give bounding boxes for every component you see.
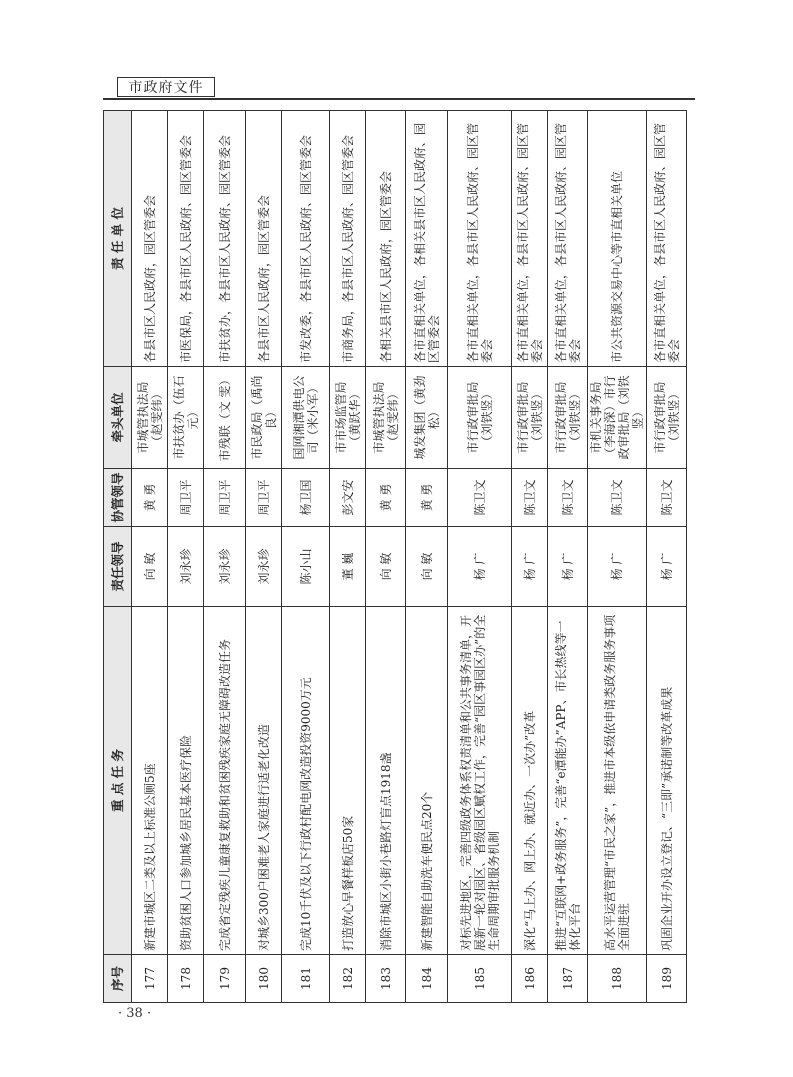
assist-leader-cell: 黄 勇 — [366, 469, 406, 527]
task-cell: 对城乡300户困难老人家庭进行适老化改造 — [246, 607, 282, 955]
leader-cell: 董 巍 — [330, 527, 366, 607]
assist-leader-cell: 陈卫文 — [512, 469, 548, 527]
row-number: 179 — [204, 955, 246, 1003]
assist-leader-cell: 陈卫文 — [588, 469, 647, 527]
table-row — [204, 111, 246, 1003]
responsible-units-cell: 各相关县市区人民政府，园区管委会 — [366, 111, 406, 367]
table-row — [132, 111, 168, 1003]
responsible-units-cell: 市扶贫办，各县市区人民政府、园区管委会 — [204, 111, 246, 367]
col-header-task: 重 点 任 务 — [104, 607, 132, 955]
table-row — [548, 111, 588, 1003]
task-table — [103, 110, 687, 1003]
row-number: 185 — [448, 955, 512, 1003]
row-number: 188 — [588, 955, 647, 1003]
col-header-lead-unit: 牵头单位 — [104, 367, 132, 469]
col-header-units: 责 任 单 位 — [104, 111, 132, 367]
table-row — [512, 111, 548, 1003]
responsible-units-cell: 市发改委，各县市区人民政府、园区管委会 — [282, 111, 330, 367]
row-number: 189 — [647, 955, 687, 1003]
lead-unit-cell: 市城管执法局（赵雯纬） — [132, 367, 168, 469]
lead-unit-cell: 国网湘潭供电公司（米小军） — [282, 367, 330, 469]
row-number: 182 — [330, 955, 366, 1003]
rotated-table-container — [103, 111, 680, 1003]
assist-leader-cell: 黄 勇 — [406, 469, 448, 527]
assist-leader-cell: 陈卫文 — [548, 469, 588, 527]
leader-cell: 陈小山 — [282, 527, 330, 607]
task-cell: 消除市城区小街小巷路灯盲点1918盏 — [366, 607, 406, 955]
row-number: 180 — [246, 955, 282, 1003]
lead-unit-cell: 市扶贫办（伍石元） — [168, 367, 204, 469]
table-header-row — [104, 111, 132, 1003]
table-row — [647, 111, 687, 1003]
responsible-units-cell: 各市直相关单位，各县市区人民政府、园区管委会 — [512, 111, 548, 367]
row-number: 177 — [132, 955, 168, 1003]
leader-cell: 杨 广 — [647, 527, 687, 607]
page-number: · 38 · — [118, 1006, 152, 1021]
leader-cell: 刘永珍 — [246, 527, 282, 607]
row-number: 181 — [282, 955, 330, 1003]
row-number: 183 — [366, 955, 406, 1003]
task-cell: 对标先进地区，完善四级政务体系权责清单和公共事务清单，开展新一轮对园区、省级园区赋权工作，完善“园区事园区办”的全生命周期审批服务机制 — [448, 607, 512, 955]
responsible-units-cell: 市医保局，各县市区人民政府、园区管委会 — [168, 111, 204, 367]
responsible-units-cell: 市商务局，各县市区人民政府、园区管委会 — [330, 111, 366, 367]
header-divider — [103, 98, 695, 100]
responsible-units-cell: 各市直相关单位，各相关县市区人民政府、园区管委会 — [406, 111, 448, 367]
responsible-units-cell: 各市直相关单位，各县市区人民政府、园区管委会 — [548, 111, 588, 367]
row-number: 178 — [168, 955, 204, 1003]
leader-cell: 刘永珍 — [204, 527, 246, 607]
leader-cell: 杨 广 — [588, 527, 647, 607]
table-row — [588, 111, 647, 1003]
task-cell: 完成10千伏及以下行政村配电网改造投资9000万元 — [282, 607, 330, 955]
lead-unit-cell: 市城管执法局（赵雯纬） — [366, 367, 406, 469]
table-row — [366, 111, 406, 1003]
leader-cell: 刘永珍 — [168, 527, 204, 607]
task-cell: 推进“互联网+政务服务”，完善“e潭能办”APP、市长热线等一体化平台 — [548, 607, 588, 955]
lead-unit-cell: 市行政审批局（刘铁竖） — [647, 367, 687, 469]
leader-cell: 向 敏 — [406, 527, 448, 607]
leader-cell: 杨 广 — [448, 527, 512, 607]
leader-cell: 向 敏 — [366, 527, 406, 607]
col-header-assist: 协管领导 — [104, 469, 132, 527]
document-header-title: 市政府文件 — [117, 77, 215, 97]
assist-leader-cell: 周卫平 — [204, 469, 246, 527]
responsible-units-cell: 市公共资源交易中心等市直相关单位 — [588, 111, 647, 367]
lead-unit-cell: 市行政审批局（刘铁竖） — [448, 367, 512, 469]
task-cell: 完成省定残疾儿童康复救助和贫困残疾家庭无障碍改造任务 — [204, 607, 246, 955]
responsible-units-cell: 各县市区人民政府，园区管委会 — [132, 111, 168, 367]
task-cell: 高水平运营管理“市民之家”，推进市本级依申请类政务服务事项全面进驻 — [588, 607, 647, 955]
table-row — [168, 111, 204, 1003]
assist-leader-cell: 陈卫文 — [448, 469, 512, 527]
lead-unit-cell: 市残联（文 雯） — [204, 367, 246, 469]
task-cell: 打造放心早餐样板店50家 — [330, 607, 366, 955]
leader-cell: 杨 广 — [548, 527, 588, 607]
table-row — [448, 111, 512, 1003]
table-row — [282, 111, 330, 1003]
row-number: 184 — [406, 955, 448, 1003]
leader-cell: 杨 广 — [512, 527, 548, 607]
task-cell: 新建智能自助洗车便民点20个 — [406, 607, 448, 955]
assist-leader-cell: 陈卫文 — [647, 469, 687, 527]
assist-leader-cell: 周卫平 — [246, 469, 282, 527]
assist-leader-cell: 彭文安 — [330, 469, 366, 527]
leader-cell: 向 敏 — [132, 527, 168, 607]
responsible-units-cell: 各市直相关单位，各县市区人民政府、园区管委会 — [448, 111, 512, 367]
lead-unit-cell: 市机关事务局（李海深）市行政审批局（刘铁竖） — [588, 367, 647, 469]
task-cell: 深化“马上办、网上办、就近办、一次办”改革 — [512, 607, 548, 955]
responsible-units-cell: 各县市区人民政府，园区管委会 — [246, 111, 282, 367]
lead-unit-cell: 市行政审批局（刘铁竖） — [512, 367, 548, 469]
task-cell: 巩固企业开办设立登记、“三即”承诺制等改革成果 — [647, 607, 687, 955]
row-number: 186 — [512, 955, 548, 1003]
lead-unit-cell: 市行政审批局（刘铁竖） — [548, 367, 588, 469]
task-cell: 新建市城区二类及以上标准公厕5座 — [132, 607, 168, 955]
assist-leader-cell: 黄 勇 — [132, 469, 168, 527]
col-header-no: 序号 — [104, 955, 132, 1003]
lead-unit-cell: 市市场监管局（黄跃华） — [330, 367, 366, 469]
table-row — [406, 111, 448, 1003]
row-number: 187 — [548, 955, 588, 1003]
responsible-units-cell: 各市直相关单位，各县市区人民政府、园区管委会 — [647, 111, 687, 367]
assist-leader-cell: 杨卫国 — [282, 469, 330, 527]
table-row — [246, 111, 282, 1003]
col-header-leader: 责任领导 — [104, 527, 132, 607]
table-row — [330, 111, 366, 1003]
assist-leader-cell: 周卫平 — [168, 469, 204, 527]
task-cell: 资助贫困人口参加城乡居民基本医疗保险 — [168, 607, 204, 955]
lead-unit-cell: 城发集团（黄劲松） — [406, 367, 448, 469]
lead-unit-cell: 市民政局（禹尚良） — [246, 367, 282, 469]
